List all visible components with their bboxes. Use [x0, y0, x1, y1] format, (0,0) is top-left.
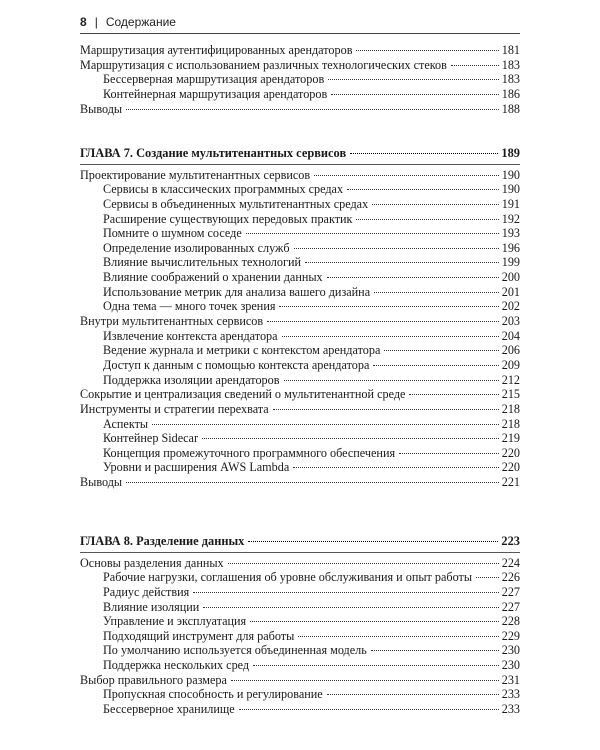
toc-entry[interactable]	[80, 614, 520, 629]
dot-leader	[371, 650, 499, 651]
toc-entry-page: 206	[501, 343, 520, 358]
toc-entry-page: 229	[501, 628, 520, 643]
toc-entry[interactable]	[80, 212, 520, 227]
toc-entry-title: Извлечение контекста арендатора	[103, 328, 278, 343]
toc-entry-page: 199	[501, 255, 520, 270]
toc-entry[interactable]	[80, 270, 520, 285]
toc-chapter-7	[80, 146, 520, 490]
toc-entry-title: Выбор правильного размера	[80, 672, 227, 687]
toc-entry-title: Бессерверная маршрутизация арендаторов	[103, 72, 325, 87]
toc-entry-page: 204	[501, 328, 520, 343]
toc-entry[interactable]	[80, 102, 520, 117]
toc-entry-page: 190	[501, 182, 520, 197]
toc-entry-title: Использование метрик для анализа вашего дизайна	[103, 284, 371, 299]
toc-entry-page: 220	[501, 445, 520, 460]
toc-entry[interactable]	[80, 226, 520, 241]
toc-entry-page: 218	[501, 401, 520, 416]
toc-entry-page: 227	[501, 599, 520, 614]
dot-leader	[327, 277, 499, 278]
toc-entry-title: Одна тема — много точек зрения	[103, 299, 276, 314]
dot-leader	[350, 153, 498, 154]
toc-entry-title: Маршрутизация с использованием различных технологических стеков	[80, 57, 447, 72]
dot-leader	[293, 467, 498, 468]
toc-entry-title: Поддержка нескольких сред	[103, 658, 250, 673]
dot-leader	[202, 438, 499, 439]
dot-leader	[273, 409, 499, 410]
toc-entry-page: 201	[501, 284, 520, 299]
toc-entry[interactable]	[80, 87, 520, 102]
dot-leader	[409, 394, 498, 395]
dot-leader	[282, 336, 499, 337]
toc-entry-title: Помните о шумном соседе	[103, 226, 242, 241]
toc-entry[interactable]	[80, 197, 520, 212]
dot-leader	[267, 321, 499, 322]
toc-entry-title: Ведение журнала и метрики с контекстом арендатора	[103, 343, 381, 358]
toc-entry-title: Основы разделения данных	[80, 555, 224, 570]
toc-entry[interactable]	[80, 343, 520, 358]
toc-entry-title: Рабочие нагрузки, соглашения об уровне обслуживания и опыт работы	[103, 570, 473, 585]
toc-entry-page: 186	[501, 86, 520, 101]
toc-entry-title: Влияние изоляции	[103, 599, 200, 614]
toc-entry-title: Бессерверное хранилище	[103, 702, 235, 717]
dot-leader	[203, 607, 498, 608]
toc-entry-page: 183	[501, 57, 520, 72]
toc-entry-title: Маршрутизация аутентифицированных арендаторов	[80, 43, 353, 57]
chapter-rule	[80, 552, 520, 553]
toc-entry-title: Проектирование мультитенантных сервисов	[80, 167, 311, 182]
toc-entry-page: 218	[501, 416, 520, 431]
toc-entry[interactable]	[80, 285, 520, 300]
toc-entry-title: Уровни и расширения AWS Lambda	[103, 460, 290, 475]
toc-entry-title: Концепция промежуточного программного обеспечения	[103, 445, 396, 460]
toc-entry[interactable]	[80, 658, 520, 673]
toc-entry-page: 226	[501, 570, 520, 585]
toc-entry-page: 183	[501, 72, 520, 87]
running-title: Содержание	[105, 15, 176, 29]
toc-entry[interactable]	[80, 387, 520, 402]
chapter-heading[interactable]	[80, 534, 520, 549]
toc-entry[interactable]	[80, 673, 520, 688]
dot-leader	[193, 592, 499, 593]
toc-entry-page: 203	[501, 314, 520, 329]
chapter-heading[interactable]	[80, 146, 520, 161]
dot-leader	[126, 109, 499, 110]
chapter-title: ГЛАВА 7. Создание мультитенантных сервисов	[80, 146, 347, 160]
toc-entry[interactable]	[80, 687, 520, 702]
toc-entry[interactable]	[80, 460, 520, 475]
toc-entry[interactable]	[80, 600, 520, 615]
toc-entry-page: 224	[501, 555, 520, 570]
dot-leader	[327, 694, 499, 695]
toc-entry-page: 202	[501, 299, 520, 314]
toc-entry-page: 215	[501, 387, 520, 402]
dot-leader	[126, 482, 499, 483]
toc-entry-page: 196	[501, 240, 520, 255]
chapter-page-number: 189	[501, 146, 520, 160]
toc-entry-page: 220	[501, 460, 520, 475]
chapter-page-number: 223	[501, 534, 520, 548]
toc-entry-title: Внутри мультитенантных сервисов	[80, 314, 264, 329]
toc-entry-page: 212	[501, 372, 520, 387]
dot-leader	[246, 233, 499, 234]
toc-entry[interactable]	[80, 72, 520, 87]
header-rule	[80, 33, 520, 34]
toc-entry-title: Контейнерная маршрутизация арендаторов	[103, 86, 328, 101]
toc-entry-page: 219	[501, 431, 520, 446]
dot-leader	[305, 262, 499, 263]
toc-entry[interactable]	[80, 58, 520, 73]
toc-entry-title: По умолчанию используется объединенная модель	[103, 643, 367, 658]
dot-leader	[279, 306, 498, 307]
dot-leader	[356, 50, 498, 51]
toc-entry-page: 221	[501, 475, 520, 490]
dot-leader	[399, 453, 499, 454]
toc-entry[interactable]	[80, 329, 520, 344]
toc-entry-title: Поддержка изоляции арендаторов	[103, 372, 280, 387]
toc-entry-page: 181	[501, 43, 520, 57]
toc-entry-page: 190	[501, 167, 520, 182]
toc-entry[interactable]	[80, 417, 520, 432]
toc-entry[interactable]	[80, 643, 520, 658]
toc-entry[interactable]	[80, 168, 520, 183]
toc-entry-title: Контейнер Sidecar	[103, 431, 199, 446]
toc-entry-page: 209	[501, 357, 520, 372]
toc-entry-title: Выводы	[80, 475, 123, 490]
toc-entry-page: 188	[501, 101, 520, 116]
toc-entry-title: Подходящий инструмент для работы	[103, 628, 295, 643]
dot-leader	[373, 365, 498, 366]
chapter-title: ГЛАВА 8. Разделение данных	[80, 534, 245, 548]
dot-leader	[451, 65, 499, 66]
toc-entry-page: 230	[501, 658, 520, 673]
toc-entry[interactable]	[80, 255, 520, 270]
toc-entry[interactable]	[80, 402, 520, 417]
dot-leader	[248, 541, 498, 542]
dot-leader	[284, 380, 499, 381]
dot-leader	[250, 621, 499, 622]
dot-leader	[331, 94, 498, 95]
dot-leader	[298, 636, 498, 637]
running-header	[80, 12, 520, 32]
toc-entry[interactable]	[80, 570, 520, 585]
toc-entry-page: 231	[501, 672, 520, 687]
header-separator: |	[94, 15, 98, 29]
dot-leader	[328, 79, 499, 80]
dot-leader	[239, 709, 499, 710]
toc-entry-title: Доступ к данным с помощью контекста арендатора	[103, 357, 370, 372]
toc-entry[interactable]	[80, 585, 520, 600]
toc-block-continued	[80, 43, 520, 116]
toc-entry-title: Пропускная способность и регулирование	[103, 687, 323, 702]
toc-entry-page: 200	[501, 270, 520, 285]
toc-entry-page: 192	[501, 211, 520, 226]
toc-entry-title: Влияние вычислительных технологий	[103, 255, 302, 270]
toc-entry-title: Сервисы в объединенных мультитенантных средах	[103, 196, 369, 211]
toc-entry-page: 233	[501, 702, 520, 717]
toc-entry-title: Расширение существующих передовых практик	[103, 211, 353, 226]
dot-leader	[228, 563, 499, 564]
dot-leader	[476, 577, 499, 578]
page-number: 8	[80, 15, 87, 29]
toc-entry[interactable]	[80, 629, 520, 644]
toc-entry[interactable]	[80, 475, 520, 490]
toc-entry[interactable]	[80, 446, 520, 461]
toc-entry-title: Влияние соображений о хранении данных	[103, 270, 323, 285]
dot-leader	[384, 350, 498, 351]
toc-entry-page: 227	[501, 584, 520, 599]
dot-leader	[152, 424, 499, 425]
toc-entry-title: Сокрытие и централизация сведений о мультитенантной среде	[80, 387, 406, 402]
toc-entry[interactable]	[80, 182, 520, 197]
dot-leader	[356, 219, 498, 220]
toc-entry[interactable]	[80, 358, 520, 373]
toc-entry[interactable]	[80, 556, 520, 571]
toc-entry-title: Аспекты	[103, 416, 149, 431]
toc-entry[interactable]	[80, 314, 520, 329]
toc-entry[interactable]	[80, 299, 520, 314]
toc-entry-title: Инструменты и стратегии перехвата	[80, 401, 269, 416]
toc-entry-title: Определение изолированных служб	[103, 240, 290, 255]
toc-entry-page: 233	[501, 687, 520, 702]
dot-leader	[231, 680, 499, 681]
toc-entry[interactable]	[80, 431, 520, 446]
chapter-rule	[80, 164, 520, 165]
toc-entry-page: 193	[501, 226, 520, 241]
dot-leader	[374, 292, 499, 293]
dot-leader	[253, 665, 499, 666]
toc-entry-page: 228	[501, 614, 520, 629]
toc-chapter-8	[80, 534, 520, 717]
dot-leader	[314, 175, 499, 176]
toc-entry[interactable]	[80, 43, 520, 58]
dot-leader	[372, 204, 499, 205]
dot-leader	[294, 248, 499, 249]
toc-entry-title: Радиус действия	[103, 584, 190, 599]
toc-entry-title: Сервисы в классических программных средах	[103, 182, 344, 197]
toc-entry-page: 230	[501, 643, 520, 658]
toc-entry[interactable]	[80, 702, 520, 717]
toc-entry-page: 191	[501, 196, 520, 211]
toc-entry[interactable]	[80, 373, 520, 388]
dot-leader	[347, 189, 499, 190]
toc-entry-title: Управление и эксплуатация	[103, 614, 247, 629]
toc-entry[interactable]	[80, 241, 520, 256]
toc-entry-title: Выводы	[80, 101, 123, 116]
